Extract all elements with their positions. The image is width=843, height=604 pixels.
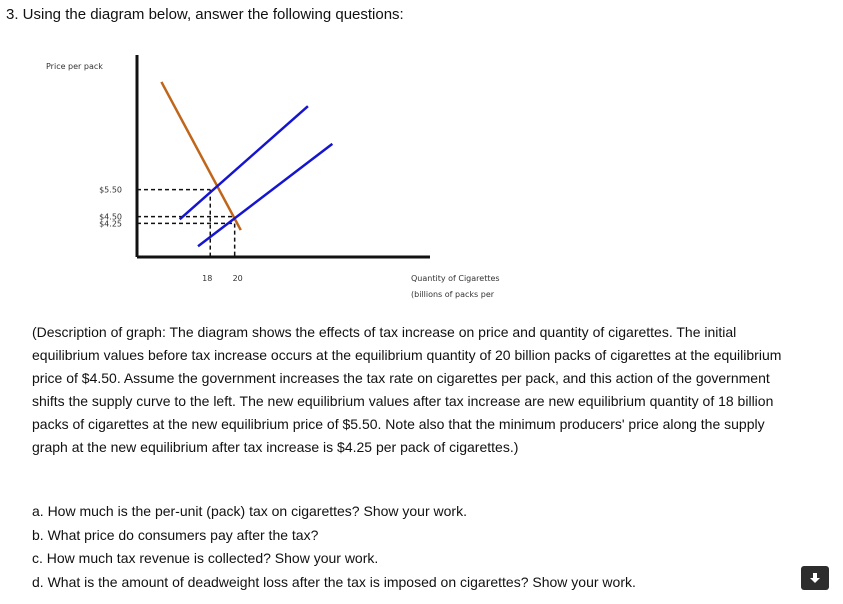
y-tick-label: $4.50: [99, 212, 122, 222]
download-button[interactable]: [801, 566, 829, 590]
question-title: 3. Using the diagram below, answer the following questions:: [6, 6, 404, 23]
x-tick-label: 20: [232, 274, 243, 283]
question-list: [32, 500, 792, 594]
question-b: b. What price do consumers pay after the tax?: [32, 526, 319, 543]
series-line-0: [161, 82, 240, 230]
series-line-1: [180, 106, 308, 219]
y-tick-label: $5.50: [99, 185, 122, 195]
x-axis-label-line1: Quantity of Cigarettes: [411, 274, 500, 283]
series-line-2: [198, 144, 332, 246]
x-axis-label-line2: (billions of packs per: [411, 290, 495, 299]
graph-description: (Description of graph: The diagram shows the effects of tax increase on price and quantity of cigarettes. The initial equilibrium values before tax increase occurs at the equilibrium quantity of 20 billion packs of cigarettes at the equilibrium price of $4.50. Assume the government increases the tax rate on cigarettes per pack, and this action of the government shifts the supply curve to the left. The new equilibrium values after tax increase are new equilibrium quantity of 18 billion packs of cigarettes at the new equilibrium price of $5.50. Note also that the minimum producers' price along the supply graph at the new equilibrium after tax increase is $4.25 per pack of cigarettes.): [32, 324, 782, 455]
question-d: d. What is the amount of deadweight loss after the tax is imposed on cigarettes? Show your work.: [32, 573, 636, 590]
question-c: c. How much tax revenue is collected? Show your work.: [32, 550, 379, 566]
y-tick-label: $4.25: [99, 219, 122, 229]
y-axis-label: Price per pack: [46, 62, 103, 71]
download-arrow-icon: [809, 572, 821, 584]
x-tick-label: 18: [202, 274, 213, 283]
question-a: a. How much is the per-unit (pack) tax on cigarettes? Show your work.: [32, 503, 467, 519]
